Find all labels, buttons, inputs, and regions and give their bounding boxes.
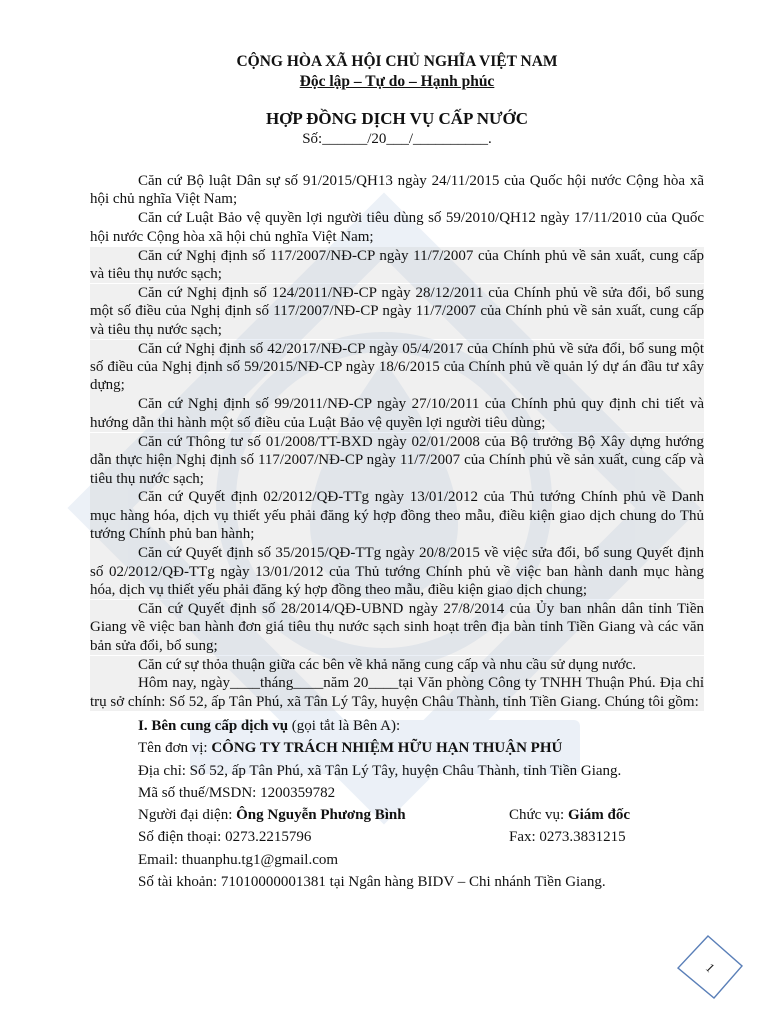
basis-paragraph: Căn cứ Nghị định số 124/2011/NĐ-CP ngày 28/12/2011 của Chính phủ về sửa đổi, bổ sung một số điều của Nghị định số 117/2007/NĐ-CP ngày 11/7/2007 của Chính phủ về sản xuất, cung cấp và tiêu thụ nước sạch; [90, 284, 704, 338]
basis-paragraph: Căn cứ Thông tư số 01/2008/TT-BXD ngày 02/01/2008 của Bộ trưởng Bộ Xây dựng hướng dẫn thực hiện Nghị định số 117/2007/NĐ-CP ngày 11/7/2007 của Chính phủ về sản xuất, cung cấp và tiêu thụ nước sạch; [90, 433, 704, 487]
national-title: CỘNG HÒA XÃ HỘI CHỦ NGHĨA VIỆT NAM [236, 53, 558, 70]
national-motto: Độc lập – Tự do – Hạnh phúc [299, 73, 495, 90]
page-number: 1 [702, 960, 718, 976]
party-a-unit: Tên đơn vị: CÔNG TY TRÁCH NHIỆM HỮU HẠN THUẬN PHÚ [138, 740, 563, 757]
party-a-bank-account: Số tài khoản: 71010000001381 tại Ngân hàng BIDV – Chi nhánh Tiền Giang. [138, 873, 606, 890]
party-a-address: Địa chỉ: Số 52, ấp Tân Phú, xã Tân Lý Tây, huyện Châu Thành, tỉnh Tiền Giang. [138, 762, 622, 779]
basis-paragraph: Căn cứ Bộ luật Dân sự số 91/2015/QH13 ngày 24/11/2015 của Quốc hội nước Cộng hòa xã hội chủ nghĩa Việt Nam; [90, 173, 704, 208]
contract-number: Số:______/20___/__________. [302, 131, 492, 147]
basis-paragraph: Căn cứ Quyết định số 28/2014/QĐ-UBND ngày 27/8/2014 của Ủy ban nhân dân tỉnh Tiền Giang về việc ban hành đơn giá tiêu thụ nước sạch sinh hoạt trên địa bàn tỉnh Tiền Giang và các văn bản sửa đổi, bổ sung; [90, 600, 704, 654]
party-a-representative-row [138, 804, 704, 826]
basis-paragraph: Căn cứ Luật Bảo vệ quyền lợi người tiêu dùng số 59/2010/QH12 ngày 17/11/2010 của Quốc hội nước Cộng hòa xã hội chủ nghĩa Việt Nam; [90, 210, 704, 245]
party-a-section [90, 715, 704, 893]
party-a-tax-code: Mã số thuế/MSDN: 1200359782 [138, 784, 336, 801]
party-a-email: Email: thuanphu.tg1@gmail.com [138, 851, 339, 868]
page-number-marker [672, 934, 744, 1002]
party-a-position: Chức vụ: Giám đốc [509, 807, 631, 824]
document-page [90, 50, 704, 893]
party-a-fax: Fax: 0273.3831215 [509, 829, 626, 846]
basis-paragraph: Căn cứ sự thỏa thuận giữa các bên về khả năng cung cấp và nhu cầu sử dụng nước. [90, 656, 704, 674]
intro-paragraph: Hôm nay, ngày____tháng____năm 20____tại Văn phòng Công ty TNHH Thuận Phú. Địa chỉ trụ sở chính: Số 52, ấp Tân Phú, xã Tân Lý Tây, huyện Châu Thành, tỉnh Tiền Giang. Chúng tôi gồm: [90, 675, 704, 710]
basis-paragraph: Căn cứ Nghị định số 99/2011/NĐ-CP ngày 27/10/2011 của Chính phủ quy định chi tiết và hướng dẫn thi hành một số điều của Luật Bảo vệ quyền lợi người tiêu dùng; [90, 396, 704, 431]
contract-title: HỢP ĐỒNG DỊCH VỤ CẤP NƯỚC [265, 109, 529, 128]
basis-paragraph: Căn cứ Nghị định số 117/2007/NĐ-CP ngày 11/7/2007 của Chính phủ về sản xuất, cung cấp và tiêu thụ nước sạch; [90, 247, 704, 283]
party-a-phone: Số điện thoại: 0273.2215796 [138, 829, 312, 846]
basis-paragraph: Căn cứ Nghị định số 42/2017/NĐ-CP ngày 05/4/2017 của Chính phủ về sửa đổi, bổ sung một số điều của Nghị định số 59/2015/NĐ-CP ngày 18/6/2015 của Chính phủ về quản lý dự án đầu tư xây dựng; [90, 340, 704, 394]
basis-paragraph: Căn cứ Quyết định 02/2012/QĐ-TTg ngày 13/01/2012 của Thủ tướng Chính phủ về Danh mục hàng hóa, dịch vụ thiết yếu phải đăng ký hợp đồng theo mẫu, điều kiện giao dịch chung do Thủ tướng Chính phủ ban hành; [90, 489, 704, 543]
party-a-contact-row [138, 826, 704, 848]
party-a-representative: Người đại diện: Ông Nguyễn Phương Bình [138, 807, 406, 824]
basis-paragraph: Căn cứ Quyết định số 35/2015/QĐ-TTg ngày 20/8/2015 về việc sửa đổi, bổ sung Quyết định số 02/2012/QĐ-TTg ngày 13/01/2012 của Thủ tướng Chính phủ về việc ban hành danh mục hàng hóa, dịch vụ thiết yếu phải đăng ký hợp đồng theo mẫu, điều kiện giao dịch chung; [90, 545, 704, 598]
legal-bases [90, 172, 704, 711]
party-a-heading: I. Bên cung cấp dịch vụ (gọi tắt là Bên A): [138, 718, 401, 735]
